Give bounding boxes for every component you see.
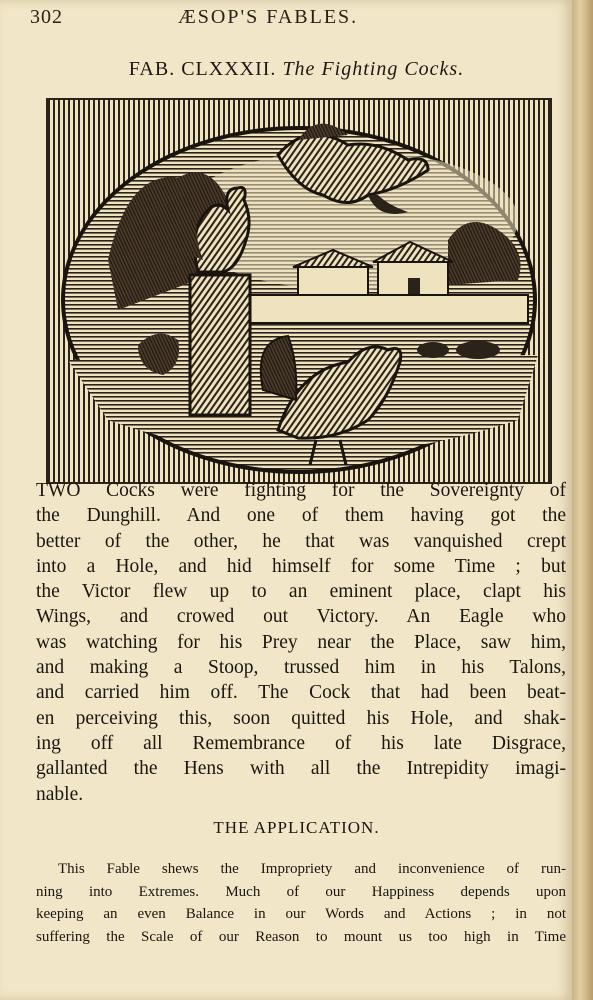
application-line: keeping an even Balance in our Words and Actions ; in not: [36, 906, 566, 922]
page-number: 302: [30, 6, 63, 28]
application-line: suffering the Scale of our Reason to mount us too high in Time: [36, 928, 566, 945]
fable-body: [36, 478, 566, 807]
body-line: TWO Cocks were fighting for the Sovereignty of: [36, 480, 566, 501]
body-line: the Dunghill. And one of them having got the: [36, 505, 566, 527]
eagle-and-cocks-icon: [48, 100, 550, 482]
woodcut-illustration: [46, 98, 552, 484]
application-body: [36, 858, 566, 948]
application-line: ning into Extremes. Much of our Happiness depends upon: [36, 883, 566, 900]
body-line: into a Hole, and hid himself for some Time ; but: [36, 555, 566, 577]
fable-heading: [0, 58, 593, 81]
body-line: was watching for his Prey near the Place, saw him,: [36, 631, 566, 653]
body-line: and making a Stoop, trussed him in his Talons,: [36, 657, 566, 679]
fable-title: The Fighting Cocks.: [282, 58, 465, 80]
body-line: better of the other, he that was vanquished crept: [36, 530, 566, 552]
body-line: and carried him off. The Cock that had been beat-: [36, 682, 566, 704]
body-line: en perceiving this, soon quitted his Hole, and shak-: [36, 707, 566, 729]
body-line: the Victor flew up to an eminent place, clapt his: [36, 581, 566, 603]
fable-number: FAB. CLXXXII.: [128, 58, 277, 80]
body-line: gallanted the Hens with all the Intrepidity imagi-: [36, 758, 566, 780]
book-spine-edge: [572, 0, 593, 1000]
body-line: ing off all Remembrance of his late Disgrace,: [36, 732, 566, 754]
application-heading: THE APPLICATION.: [213, 818, 380, 837]
application-line: This Fable shews the Impropriety and inconvenience of run-: [58, 861, 566, 877]
book-title: ÆSOP'S FABLES.: [178, 6, 359, 28]
body-line: nable.: [36, 783, 84, 805]
body-line: Wings, and crowed out Victory. An Eagle who: [36, 606, 566, 628]
